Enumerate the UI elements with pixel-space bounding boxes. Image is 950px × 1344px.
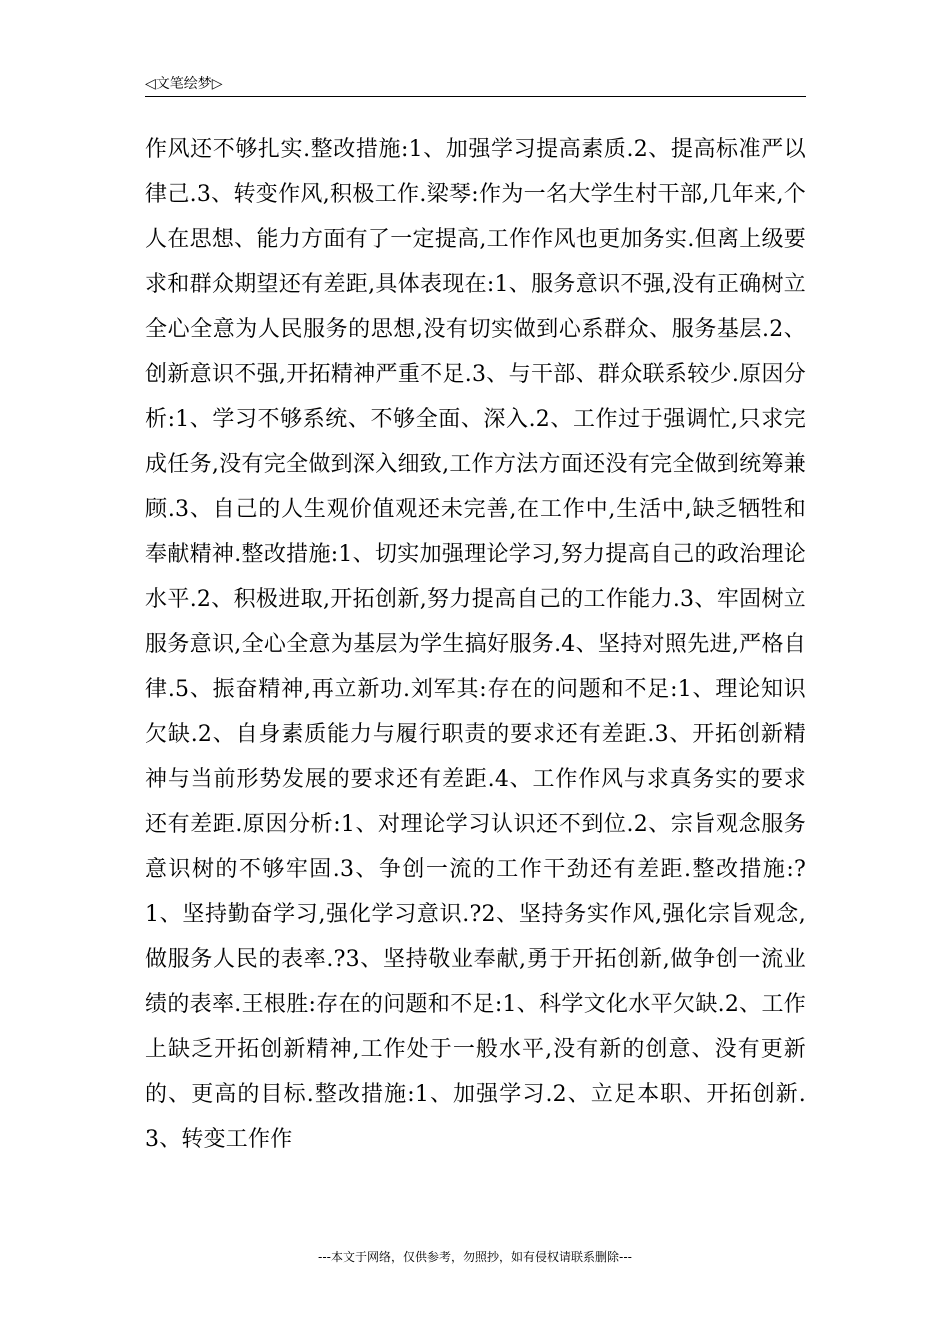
body-paragraph: 作风还不够扎实.整改措施:1、加强学习提高素质.2、提高标准严以律己.3、转变作风,积极工作.梁琴:作为一名大学生村干部,几年来,个人在思想、能力方面有了一定提高,工作作风也更加务实.但离上级要求和群众期望还有差距,具体表现在:1、服务意识不强,没有正确树立全心全意为人民服务的思想,没有切实做到心系群众、服务基层.2、创新意识不强,开拓精神严重不足.3、与干部、群众联系较少.原因分析:1、学习不够系统、不够全面、深入.2、工作过于强调忙,只求完成任务,没有完全做到深入细致,工作方法方面还没有完全做到统筹兼顾.3、自己的人生观价值观还未完善,在工作中,生活中,缺乏牺牲和奉献精神.整改措施:1、切实加强理论学习,努力提高自己的政治理论水平.2、积极进取,开拓创新,努力提高自己的工作能力.3、牢固树立服务意识,全心全意为基层为学生搞好服务.4、坚持对照先进,严格自律.5、振奋精神,再立新功.刘军其:存在的问题和不足:1、理论知识欠缺.2、自身素质能力与履行职责的要求还有差距.3、开拓创新精神与当前形势发展的要求还有差距.4、工作作风与求真务实的要求还有差距.原因分析:1、对理论学习认识还不到位.2、宗旨观念服务意识树的不够牢固.3、争创一流的工作干劲还有差距.整改措施:?1、坚持勤奋学习,强化学习意识.?2、坚持务实作风,强化宗旨观念,做服务人民的表率.?3、坚持敬业奉献,勇于开拓创新,做争创一流业绩的表率.王根胜:存在的问题和不足:1、科学文化水平欠缺.2、工作上缺乏开拓创新精神,工作处于一般水平,没有新的创意、没有更新的、更高的目标.整改措施:1、加强学习.2、立足本职、开拓创新.3、转变工作作 — [145, 137, 806, 1152]
header-brand: ◁文笔绘梦▷ — [145, 76, 223, 92]
page-header — [145, 74, 806, 97]
footer-disclaimer: ---本文于网络，仅供参考，勿照抄，如有侵权请联系删除--- — [318, 1250, 632, 1264]
